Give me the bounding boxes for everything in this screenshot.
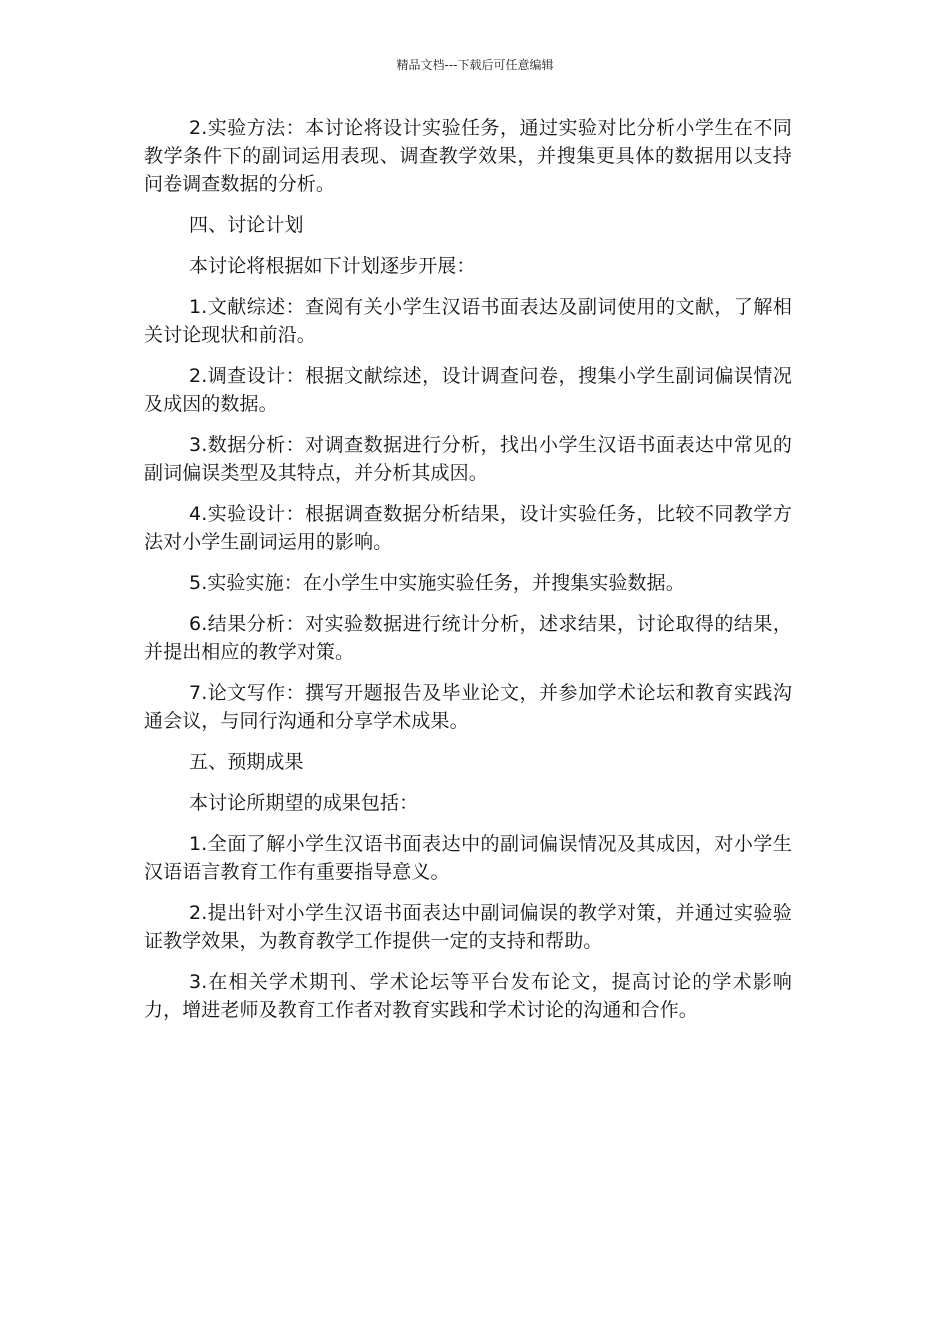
paragraph-experiment-method: 2.实验方法：本讨论将设计实验任务，通过实验对比分析小学生在不同教学条件下的副词运用表现、调查教学效果，并搜集更具体的数据用以支持问卷调查数据的分析。 (144, 117, 792, 195)
list-item-survey-design: 2.调查设计：根据文献综述，设计调查问卷，搜集小学生副词偏误情况及成因的数据。 (144, 365, 792, 415)
section-heading-plan: 四、讨论计划 (189, 214, 304, 236)
section-heading-expected-results: 五、预期成果 (189, 751, 304, 773)
list-item-result-2: 2.提出针对小学生汉语书面表达中副词偏误的教学对策，并通过实验验证教学效果，为教育教学工作提供一定的支持和帮助。 (144, 902, 792, 952)
list-item-data-analysis: 3.数据分析：对调查数据进行分析，找出小学生汉语书面表达中常见的副词偏误类型及其特点，并分析其成因。 (144, 434, 792, 484)
list-item-thesis-writing: 7.论文写作：撰写开题报告及毕业论文，并参加学术论坛和教育实践沟通会议，与同行沟通和分享学术成果。 (144, 682, 792, 732)
list-item-literature-review: 1.文献综述：查阅有关小学生汉语书面表达及副词使用的文献，了解相关讨论现状和前沿。 (144, 296, 792, 346)
list-item-experiment-implementation: 5.实验实施：在小学生中实施实验任务，并搜集实验数据。 (189, 572, 685, 594)
list-item-result-1: 1.全面了解小学生汉语书面表达中的副词偏误情况及其成因，对小学生汉语语言教育工作有重要指导意义。 (144, 833, 792, 883)
list-item-experiment-design: 4.实验设计：根据调查数据分析结果，设计实验任务，比较不同教学方法对小学生副词运用的影响。 (144, 503, 792, 553)
list-item-result-analysis: 6.结果分析：对实验数据进行统计分析，述求结果，讨论取得的结果，并提出相应的教学对策。 (144, 613, 792, 663)
page-header: 精品文档---下载后可任意编辑 (396, 58, 554, 72)
list-item-result-3: 3.在相关学术期刊、学术论坛等平台发布论文，提高讨论的学术影响力，增进老师及教育工作者对教育实践和学术讨论的沟通和合作。 (144, 971, 792, 1021)
paragraph-plan-intro: 本讨论将根据如下计划逐步开展： (189, 255, 476, 277)
paragraph-results-intro: 本讨论所期望的成果包括： (189, 792, 419, 814)
document-body (144, 114, 792, 1037)
